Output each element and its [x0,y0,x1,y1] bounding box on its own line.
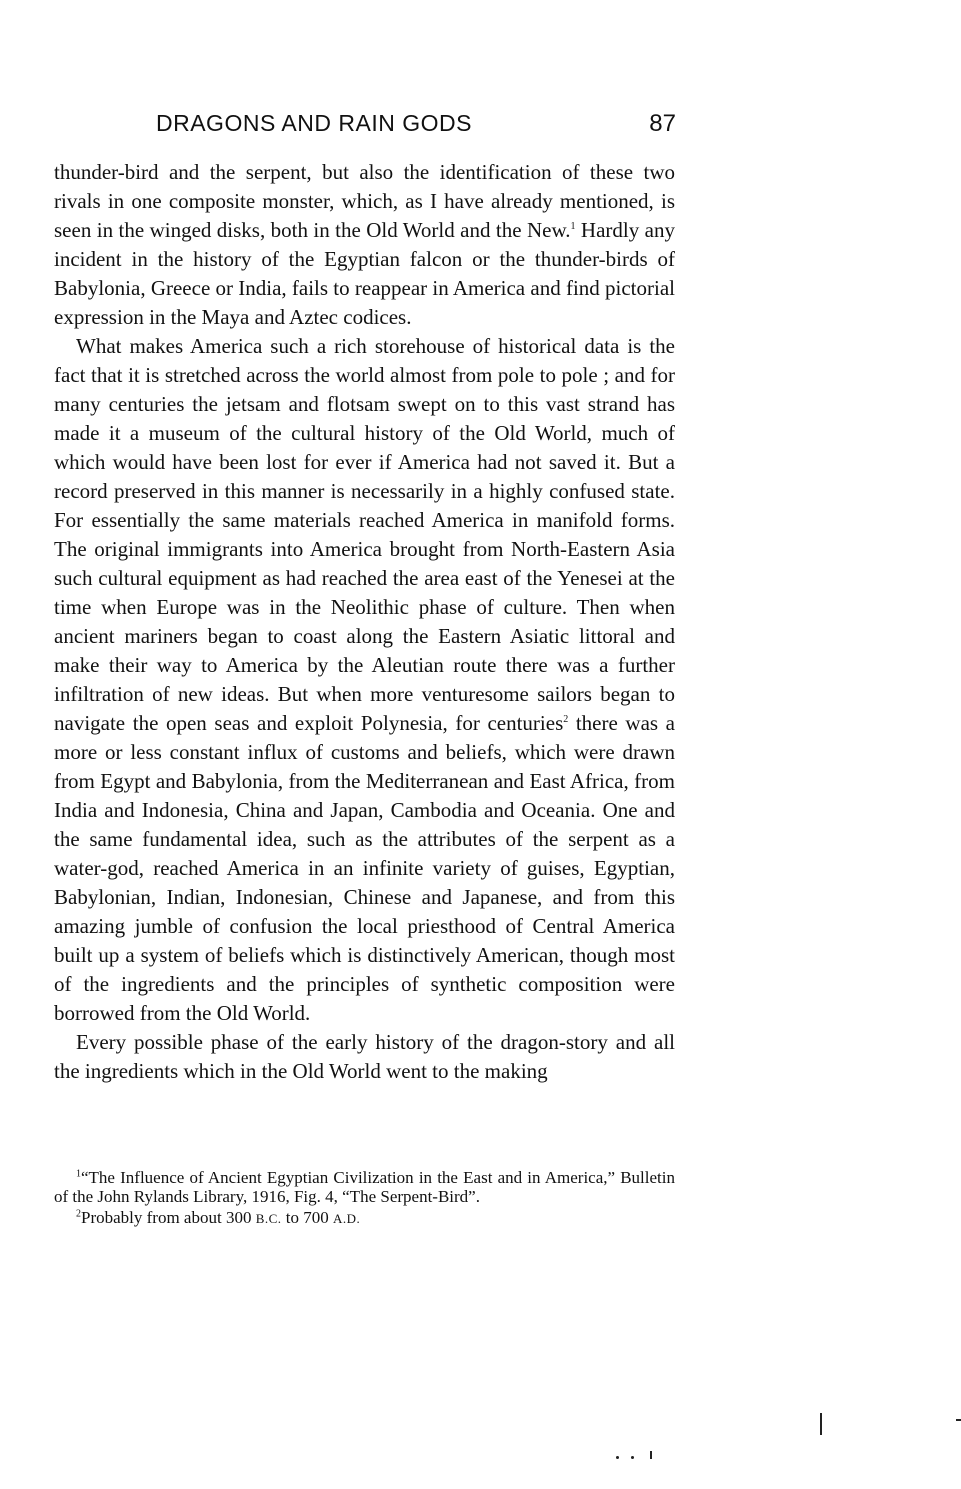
scan-mark [650,1451,652,1459]
page-number: 87 [649,110,676,137]
footnote-1 [54,1168,675,1206]
footnote-2-text-a: Probably from about 300 [81,1208,256,1227]
paragraph-1-text-b: Hardly any incident in the history of the Egyptian falcon or the thunder-birds of Babylonia, Greece or India, fails to reappear in America and find pictorial expression in the Maya and Aztec codices. [54,218,675,329]
footnote-2-era-bc: B.C. [255,1211,282,1226]
footnotes [54,1168,675,1228]
paragraph-2-text-a: What makes America such a rich storehouse of historical data is the fact that it is stretched across the world almost from pole to pole ; and for many centuries the jetsam and flotsam swept on to this vast strand has made it a museum of the cultural history of the Old World, much of which would have been lost for ever if America had not saved it. But a record preserved in this manner is necessarily in a highly confused state. For essentially the same materials reached America in manifold forms. The original immigrants into America brought from North-Eastern Asia such cultural equipment as had reached the area east of the Yenesei at the time when Europe was in the Neolithic phase of culture. Then when ancient mariners began to coast along the Eastern Asiatic littoral and make their way to America by the Aleutian route there was a further infiltration of new ideas. But when more venturesome sailors began to navigate the open seas and exploit Polynesia, for centuries [54,334,675,735]
paragraph-2-text-b: there was a more or less constant influx of customs and beliefs, which were drawn from Egypt and Babylonia, from the Mediterranean and East Africa, from India and Indonesia, China and Japan, Cambodia and Oceania. One and the same fundamental idea, such as the attributes of the serpent as a water-god, reached America in an infinite variety of guises, Egyptian, Babylonian, Indian, Indonesian, Chinese and Japanese, and from this amazing jumble of confusion the local priesthood of Central America built up a system of beliefs which is distinctively American, though most of the ingredients and the principles of synthetic composition were borrowed from the Old World. [54,711,676,1025]
footnote-2 [54,1208,675,1228]
scan-mark [631,1456,634,1459]
body-text [54,158,675,1086]
footnote-1-text: “The Influence of Ancient Egyptian Civilization in the East and in America,” Bulletin of the John Rylands Library, 1916, Fig. 4, “The Serpent-Bird”. [54,1168,675,1206]
footnote-2-era-ad: A.D. [333,1211,361,1226]
scan-mark [616,1456,619,1459]
footnote-1-marker: 1 [76,1168,81,1180]
footnote-ref-1: 1 [570,221,576,232]
footnote-ref-2: 2 [563,714,569,725]
paragraph-1 [54,158,675,332]
running-title: DRAGONS AND RAIN GODS [156,110,472,136]
scan-mark [956,1419,961,1421]
page-header [156,110,676,144]
paragraph-1-text-a: thunder-bird and the serpent, but also the identification of these two rivals in one composite monster, which, as I have already mentioned, is seen in the winged disks, both in the Old World and the New. [54,160,675,242]
paragraph-2 [54,332,675,1028]
scan-mark [820,1413,822,1435]
footnote-2-marker: 2 [76,1208,81,1220]
footnote-2-text-b: to 700 [281,1208,334,1227]
paragraph-3: Every possible phase of the early history of the dragon-story and all the ingredients which in the Old World went to the making [54,1030,675,1083]
